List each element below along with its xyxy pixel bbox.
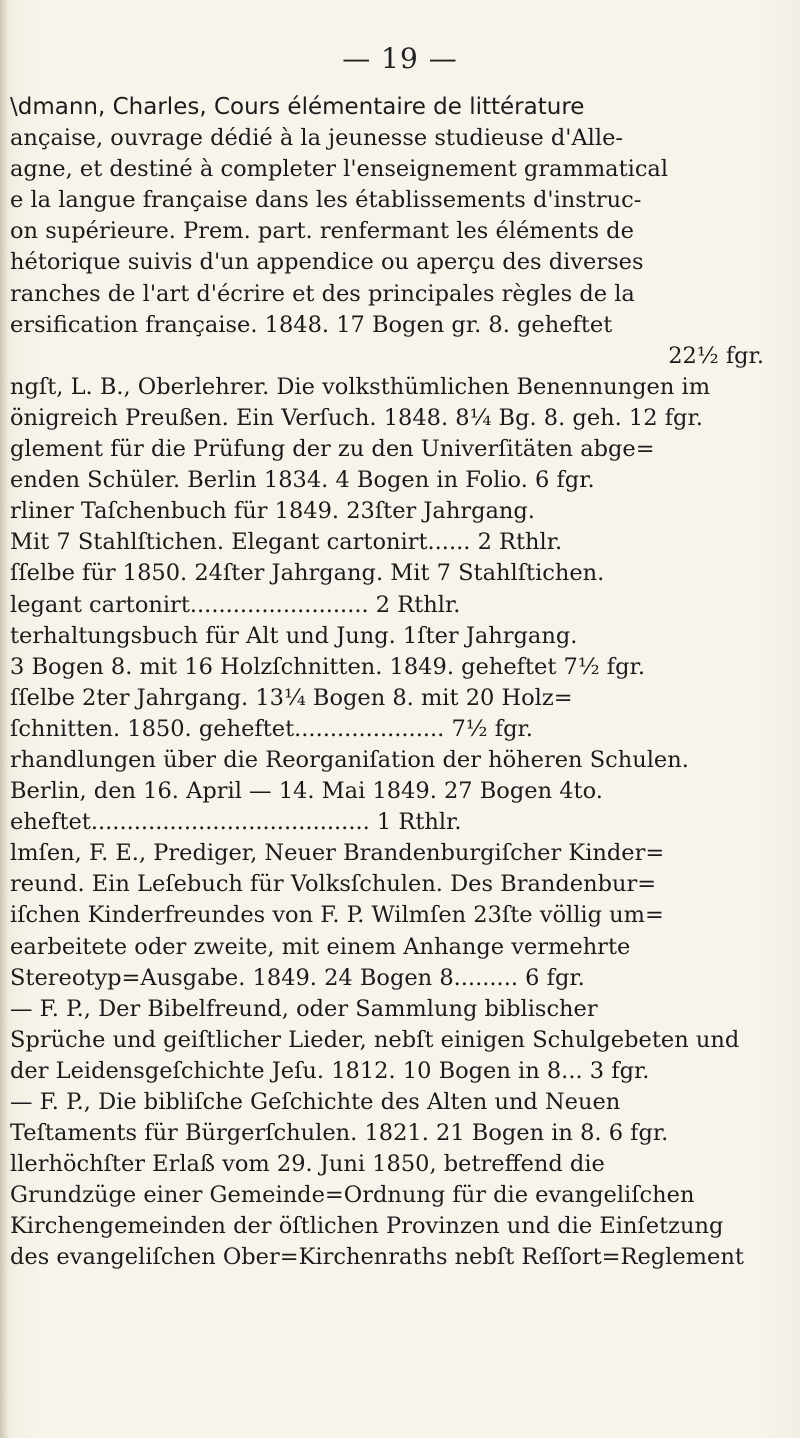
text-line: ſſelbe 2ter Jahrgang. 13¼ Bogen 8. mit 20 Holz= <box>10 684 573 711</box>
text-line: terhaltungsbuch für Alt und Jung. 1ſter Jahrgang. <box>10 622 578 649</box>
text-line: Grundzüge einer Gemeinde=Ordnung für die evangeliſchen <box>10 1182 695 1209</box>
text-line: 3 Bogen 8. mit 16 Holzſchnitten. 1849. geheftet 7½ fgr. <box>10 653 645 680</box>
text-line: ançaise, ouvrage dédié à la jeunesse studieuse d'Alle- <box>10 125 623 152</box>
text-line: llerhöchſter Erlaß vom 29. Juni 1850, betreffend die <box>10 1151 605 1178</box>
text-line: reund. Ein Leſebuch für Volksſchulen. Des Brandenbur= <box>10 871 657 898</box>
text-line: agne, et destiné à completer l'enseignement grammatical <box>10 156 669 183</box>
text-line: \dmann, Charles, Cours élémentaire de littérature <box>10 94 585 120</box>
text-line: önigreich Preußen. Ein Verſuch. 1848. 8¼ Bg. 8. geh. 12 fgr. <box>10 404 703 431</box>
text-line: e la langue française dans les établissements d'instruc- <box>10 187 642 214</box>
text-line: rhandlungen über die Reorganiſation der höheren Schulen. <box>10 746 689 773</box>
text-line: der Leidensgeſchichte Jeſu. 1812. 10 Bogen in 8... 3 fgr. <box>10 1057 650 1084</box>
price-line: 22½ fgr. <box>668 342 764 369</box>
text-line: Teſtaments für Bürgerſchulen. 1821. 21 Bogen in 8. 6 fgr. <box>10 1120 669 1147</box>
text-line: des evangeliſchen Ober=Kirchenraths nebſt Reſſort=Reglement <box>10 1244 744 1271</box>
text-line: on supérieure. Prem. part. renfermant les éléments de <box>10 218 634 245</box>
text-line: rliner Taſchenbuch für 1849. 23ſter Jahrgang. <box>10 498 535 525</box>
text-line: Stereotyp=Ausgabe. 1849. 24 Bogen 8......... 6 fgr. <box>10 964 585 991</box>
text-line: ſſelbe für 1850. 24ſter Jahrgang. Mit 7 Stahlſtichen. <box>10 560 605 587</box>
text-line: hétorique suivis d'un appendice ou aperçu des diverses <box>10 249 644 276</box>
text-line: lmſen, F. E., Prediger, Neuer Brandenburgiſcher Kinder= <box>10 840 665 867</box>
text-line: Berlin, den 16. April — 14. Mai 1849. 27 Bogen 4to. <box>10 778 603 805</box>
text-line: Mit 7 Stahlſtichen. Elegant cartonirt...... 2 Rthlr. <box>10 529 563 556</box>
text-line: ranches de l'art d'écrire et des principales règles de la <box>10 280 635 307</box>
text-line: eheftet....................................... 1 Rthlr. <box>10 809 462 836</box>
text-line: ersification française. 1848. 17 Bogen gr. 8. geheftet <box>10 311 613 338</box>
text-line: ngſt, L. B., Oberlehrer. Die volksthümlichen Benennungen im <box>10 373 711 400</box>
text-line: ſchnitten. 1850. geheftet..................... 7½ fgr. <box>10 715 533 742</box>
page-number-header: — 19 — <box>342 42 458 75</box>
text-line: Sprüche und geiſtlicher Lieder, nebſt einigen Schulgebeten und <box>10 1026 740 1053</box>
binding-gutter <box>0 0 8 1438</box>
text-line: enden Schüler. Berlin 1834. 4 Bogen in Folio. 6 fgr. <box>10 467 595 494</box>
text-line: iſchen Kinderfreundes von F. P. Wilmſen 23ſte völlig um= <box>10 902 664 929</box>
text-line: — F. P., Der Bibelfreund, oder Sammlung biblischer <box>10 995 598 1022</box>
text-line: earbeitete oder zweite, mit einem Anhange vermehrte <box>10 933 631 960</box>
catalog-text <box>10 92 780 1274</box>
text-line: glement für die Prüfung der zu den Univerſitäten abge= <box>10 436 655 463</box>
text-line: — F. P., Die bibliſche Geſchichte des Alten und Neuen <box>10 1089 621 1115</box>
text-line: Kirchengemeinden der öſtlichen Provinzen und die Einſetzung <box>10 1213 724 1240</box>
text-line: legant cartonirt......................... 2 Rthlr. <box>10 591 461 618</box>
